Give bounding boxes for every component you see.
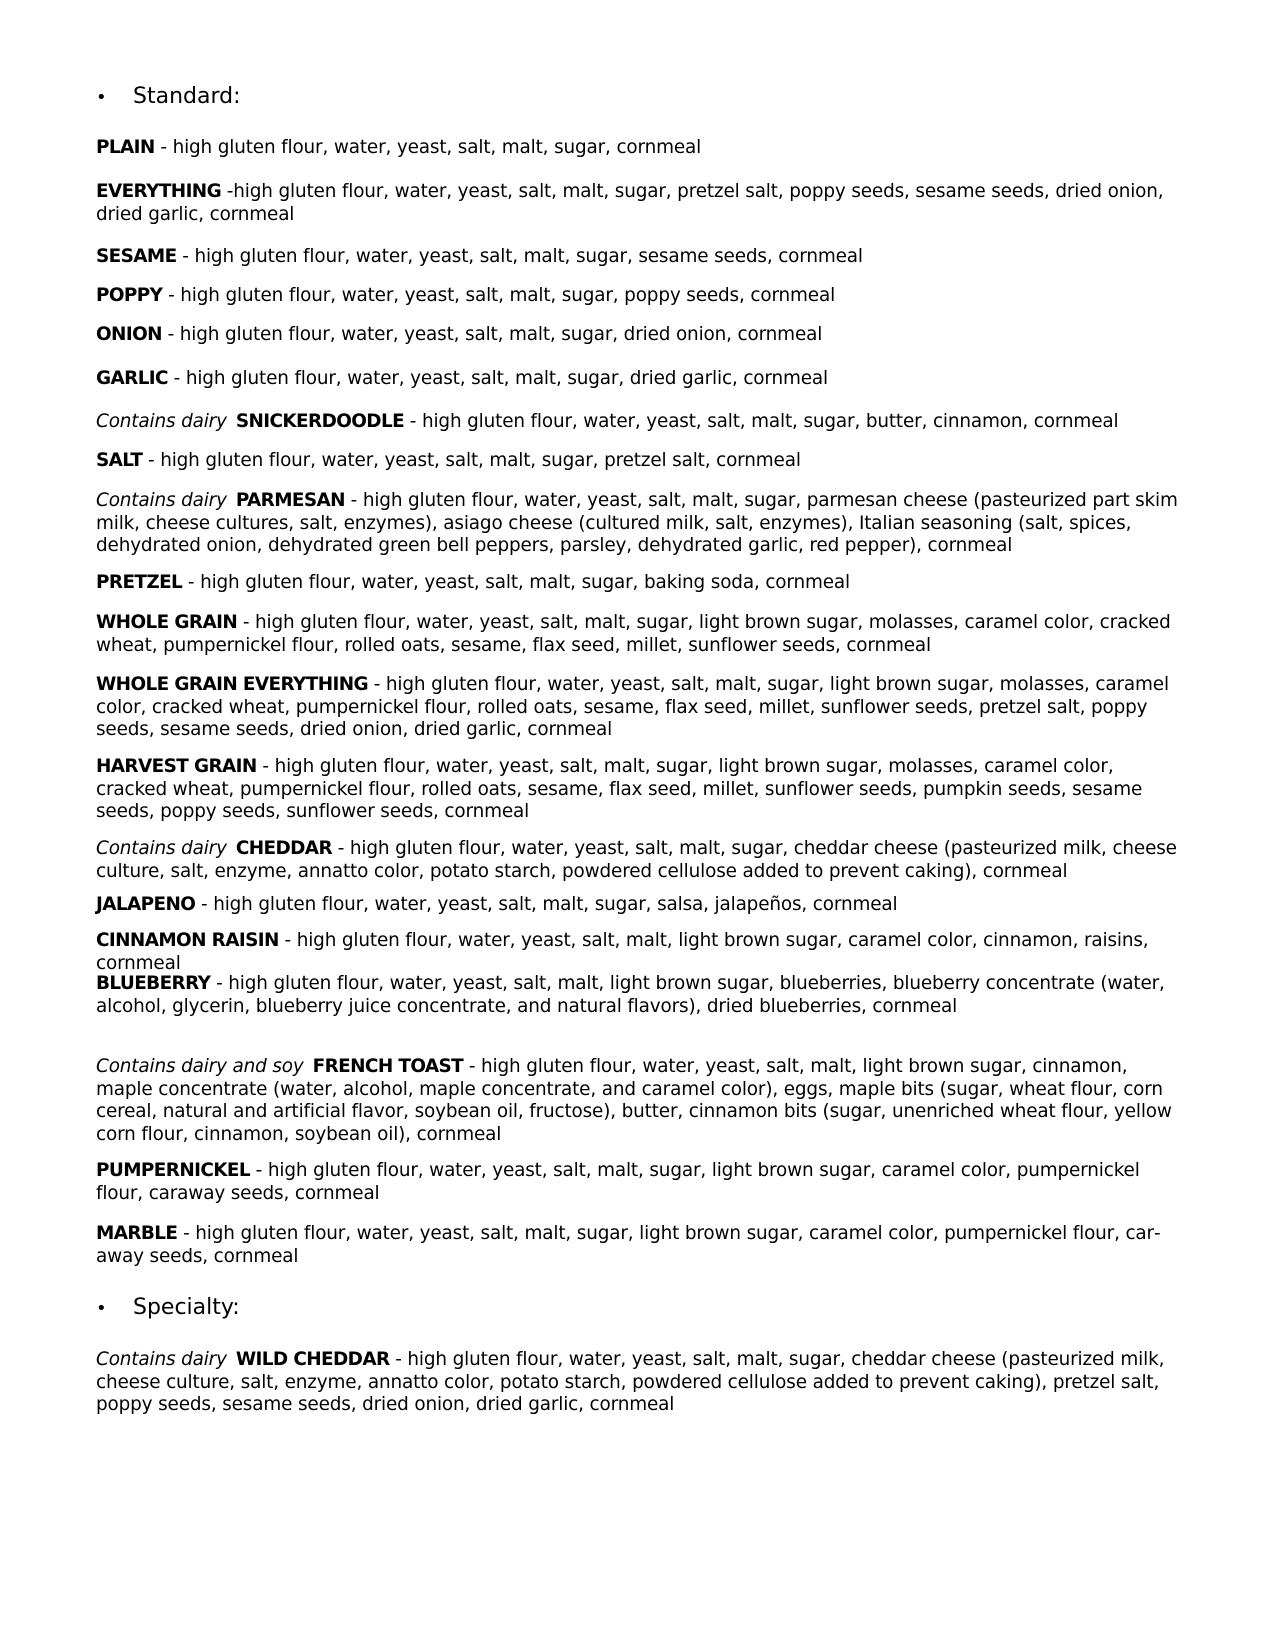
bagel-name: EVERYTHING — [96, 181, 222, 202]
bagel-entry — [96, 137, 1181, 160]
bagel-entry — [96, 930, 1181, 975]
separator: - — [404, 411, 422, 432]
bagel-name: SALT — [96, 450, 143, 471]
section-heading-specialty — [96, 1295, 240, 1320]
separator: - — [344, 490, 363, 511]
separator: - — [195, 894, 214, 915]
ingredients: high gluten flour, water, yeast, salt, malt, sugar, sesame seeds, cornmeal — [194, 246, 863, 267]
bagel-entry — [96, 1160, 1181, 1205]
bagel-entry — [96, 181, 1181, 226]
separator: - — [177, 1223, 196, 1244]
bagel-name: CHEDDAR — [235, 838, 333, 859]
bagel-entry — [96, 612, 1181, 657]
separator: - — [210, 973, 229, 994]
bagel-entry — [96, 894, 1181, 917]
bagel-entry — [96, 1056, 1181, 1146]
bagel-entry — [96, 572, 1181, 595]
separator: - — [161, 324, 180, 345]
separator: - — [237, 612, 256, 633]
separator: - — [278, 930, 297, 951]
bagel-name: WILD CHEDDAR — [235, 1349, 390, 1370]
bagel-entry — [96, 246, 1181, 269]
ingredients: high gluten flour, water, yeast, salt, malt, sugar, parmesan cheese (pasteurized part skim milk, cheese cultures, salt, enzymes), asiago cheese (cultured milk, salt, enzymes), Italian seasoning (salt, spices, dehydrated onion, dehydrated green bell peppers, parsley, dehydrated garlic, red pepper), cornmeal — [96, 490, 1178, 556]
separator: - — [167, 368, 186, 389]
ingredients: high gluten flour, water, yeast, salt, malt, sugar, light brown sugar, caramel color, pumpernickel flour, caraway seeds, cornmeal — [96, 1223, 1161, 1267]
bagel-entry — [96, 674, 1181, 742]
bagel-entry — [96, 324, 1181, 347]
ingredients: high gluten flour, water, yeast, salt, malt, light brown sugar, cinnamon, maple concentrate (water, alcohol, maple concentrate, and caramel color), eggs, maple bits (sugar, wheat flour, corn cereal, natural and artificial flavor, soybean oil, fructose), butter, cinnamon bits (sugar, unenriched wheat flour, yellow corn flour, cinnamon, soybean oil), cornmeal — [96, 1056, 1172, 1145]
allergen-note: Contains dairy — [96, 1349, 227, 1370]
ingredients: high gluten flour, water, yeast, salt, malt, sugar, salsa, jalapeños, cornmeal — [213, 894, 898, 915]
allergen-note: Contains dairy — [96, 411, 227, 432]
bagel-entry — [96, 411, 1181, 434]
separator: - — [368, 674, 386, 695]
section-label: Standard: — [133, 84, 241, 109]
bagel-name: WHOLE GRAIN EVERYTHING — [96, 674, 369, 695]
ingredients: high gluten flour, water, yeast, salt, malt, sugar, pretzel salt, cornmeal — [160, 450, 801, 471]
bagel-name: FRENCH TOAST — [312, 1056, 464, 1077]
bagel-name: SNICKERDOODLE — [235, 411, 405, 432]
ingredients: high gluten flour, water, yeast, salt, malt, sugar, light brown sugar, molasses, caramel color, cracked wheat, pumpernickel flour, rolled oats, sesame, flax seed, millet, sunflower seeds, pretzel salt, poppy seeds, sesame seeds, dried onion, dried garlic, cornmeal — [96, 674, 1169, 740]
ingredients: high gluten flour, water, yeast, salt, malt, sugar, cheddar cheese (pasteurized milk, cheese culture, salt, enzyme, annatto color, potato starch, powdered cellulose added to prevent caking), cornmeal — [96, 838, 1177, 882]
bagel-name: PARMESAN — [235, 490, 345, 511]
ingredients: high gluten flour, water, yeast, salt, malt, sugar, light brown sugar, caramel color, pumpernickel flour, caraway seeds, cornmeal — [96, 1160, 1140, 1204]
ingredients: high gluten flour, water, yeast, salt, malt, sugar, cornmeal — [172, 137, 702, 158]
bagel-name: ONION — [96, 324, 162, 345]
bagel-entry — [96, 285, 1181, 308]
bagel-entry — [96, 450, 1181, 473]
bagel-name: POPPY — [96, 285, 163, 306]
ingredients: high gluten flour, water, yeast, salt, malt, light brown sugar, caramel color, cinnamon, raisins, cornmeal — [96, 930, 1149, 974]
bagel-name: GARLIC — [96, 368, 168, 389]
separator: - — [389, 1349, 408, 1370]
separator: - — [463, 1056, 482, 1077]
allergen-note: Contains dairy and soy — [96, 1056, 304, 1077]
ingredients: high gluten flour, water, yeast, salt, malt, sugar, baking soda, cornmeal — [200, 572, 851, 593]
bagel-entry — [96, 1223, 1181, 1268]
separator: - — [182, 572, 201, 593]
bagel-name: PUMPERNICKEL — [96, 1160, 250, 1181]
bagel-entry — [96, 490, 1181, 558]
bagel-name: SESAME — [96, 246, 177, 267]
bagel-name: PLAIN — [96, 137, 155, 158]
allergen-note: Contains dairy — [96, 490, 227, 511]
allergen-note: Contains dairy — [96, 838, 227, 859]
bagel-name: BLUEBERRY — [96, 973, 211, 994]
ingredients: high gluten flour, water, yeast, salt, malt, light brown sugar, blueberries, blueberry concentrate (water, alcohol, glycerin, blueberry juice concentrate, and natural flavors), dried blueberries, cornmeal — [96, 973, 1165, 1017]
bagel-entry — [96, 973, 1181, 1018]
section-heading-standard — [96, 84, 241, 109]
bagel-name: CINNAMON RAISIN — [96, 930, 279, 951]
bullet-icon: • — [96, 87, 107, 108]
ingredients: high gluten flour, water, yeast, salt, malt, sugar, dried garlic, cornmeal — [185, 368, 828, 389]
ingredients: high gluten flour, water, yeast, salt, malt, sugar, butter, cinnamon, cornmeal — [421, 411, 1119, 432]
separator: - — [256, 756, 275, 777]
ingredients: high gluten flour, water, yeast, salt, malt, sugar, pretzel salt, poppy seeds, sesame seeds, dried onion, dried garlic, cornmeal — [96, 181, 1164, 225]
bagel-entry — [96, 838, 1181, 883]
ingredients: high gluten flour, water, yeast, salt, malt, sugar, cheddar cheese (pasteurized milk, cheese culture, salt, enzyme, annatto color, potato starch, powdered cellulose added to prevent caking), pretzel salt, poppy seeds, sesame seeds, dried onion, dried garlic, cornmeal — [96, 1349, 1165, 1415]
ingredients: high gluten flour, water, yeast, salt, malt, sugar, light brown sugar, molasses, caramel color, cracked wheat, pumpernickel flour, rolled oats, sesame, flax seed, millet, sunflower seeds, pumpkin seeds, sesame seeds, poppy seeds, sunflower seeds, cornmeal — [96, 756, 1143, 822]
ingredients: high gluten flour, water, yeast, salt, malt, sugar, poppy seeds, cornmeal — [180, 285, 836, 306]
separator: - — [154, 137, 173, 158]
bagel-entry — [96, 756, 1181, 824]
separator: - — [332, 838, 350, 859]
section-label: Specialty: — [133, 1295, 240, 1320]
separator: - — [221, 181, 234, 202]
separator: - — [162, 285, 181, 306]
separator: - — [176, 246, 195, 267]
bagel-entry — [96, 368, 1181, 391]
bagel-name: WHOLE GRAIN — [96, 612, 238, 633]
bagel-name: HARVEST GRAIN — [96, 756, 257, 777]
ingredients: high gluten flour, water, yeast, salt, malt, sugar, light brown sugar, molasses, caramel color, cracked wheat, pumpernickel flour, rolled oats, sesame, flax seed, millet, sunflower seeds, cornmeal — [96, 612, 1171, 656]
ingredients: high gluten flour, water, yeast, salt, malt, sugar, dried onion, cornmeal — [179, 324, 823, 345]
bagel-name: PRETZEL — [96, 572, 183, 593]
bagel-name: MARBLE — [96, 1223, 178, 1244]
separator: - — [142, 450, 161, 471]
bagel-name: JALAPENO — [96, 894, 196, 915]
separator: - — [249, 1160, 268, 1181]
bagel-entry — [96, 1349, 1181, 1417]
bullet-icon: • — [96, 1298, 107, 1319]
